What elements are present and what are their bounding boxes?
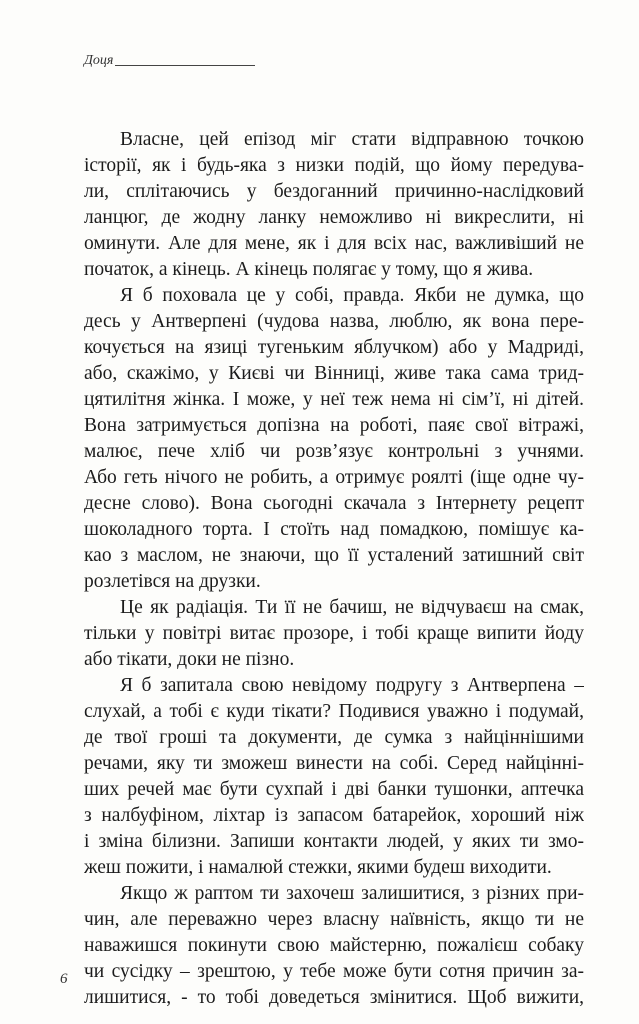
text-line: десь у Антверпені (чудова назва, люблю, як вона пере- [84,311,584,332]
text-line: де твої гроші та документи, де сумка з найціннішими [84,727,584,748]
text-line: Я б запитала свою невідому подругу з Антверпена – [120,675,584,696]
text-line: чи сусідку – зрештою, у тебе може бути сотня причин за- [84,961,584,982]
text-line: історії, як і будь-яка з низки подій, що йому передува- [84,155,584,176]
text-line: шоколадного торта. І стоїть над помадкою, помішує ка- [84,519,584,540]
text-line: наважишся покинути свою майстерню, пожалієш собаку [84,935,584,956]
running-header-title: Доця [84,53,114,68]
paragraph [84,595,584,673]
text-line: або тікати, доки не пізно. [84,649,295,670]
text-line: тільки у повітрі витає прозоре, і тобі краще випити йоду [84,623,584,644]
text-line: розлетівся на друзки. [84,571,261,592]
text-line: десне слово). Вона сьогодні скачала з Інтернету рецепт [84,493,584,514]
text-line: лишитися, - то тобі доведеться змінитися. Щоб вижити, [84,987,584,1008]
text-line: і зміна білизни. Запиши контакти людей, у яких ти змо- [84,831,584,852]
text-line: Вона затримується допізна на роботі, паяє свої вітражі, [84,415,584,436]
paragraph [84,673,584,881]
page-number: 6 [60,971,68,987]
text-line: Я б поховала це у собі, правда. Якби не думка, що [120,285,584,306]
paragraph [84,283,584,595]
text-line: Власне, цей епізод міг стати відправною точкою [120,129,584,150]
text-line: з налбуфіном, ліхтар із запасом батарейок, хороший ніж [84,805,584,826]
text-line: Це як радіація. Ти її не бачиш, не відчуваєш на смак, [120,597,584,618]
text-line: чин, але переважно через власну наївність, якщо ти не [84,909,584,930]
text-line: ших речей має бути сухпай і дві банки тушонки, аптечка [84,779,584,800]
text-line: цятилітня жінка. І може, у неї теж нема ні сім’ї, ні дітей. [84,389,584,410]
text-line: початок, а кінець. А кінець полягає у тому, що я жива. [84,259,534,280]
text-line: оминути. Але для мене, як і для всіх нас, важливіший не [84,233,584,254]
text-line: або, скажімо, у Києві чи Вінниці, живе така сама трид- [84,363,584,384]
main-text [84,127,584,1011]
running-header-rule [115,65,255,66]
text-line: слухай, а тобі є куди тікати? Подивися уважно і подумай, [84,701,584,722]
text-line: Якщо ж раптом ти захочеш залишитися, з різних при- [120,883,584,904]
paragraph [84,127,584,283]
running-header [84,50,255,68]
text-line: кочується на язиці тугеньким яблучком) або у Мадриді, [84,337,584,358]
text-line: малює, пече хліб чи розв’язує контрольні з учнями. [84,441,584,462]
text-line: Або геть нічого не робить, а отримує роялті (іще одне чу- [84,467,584,488]
paragraph [84,881,584,1011]
text-line: као з маслом, не знаючи, що її усталений затишний світ [84,545,584,566]
text-line: жеш пожити, і намалюй стежки, якими будеш виходити. [84,857,552,878]
text-line: ланцюг, де жодну ланку неможливо ні викреслити, ні [84,207,584,228]
text-line: речами, яку ти зможеш винести на собі. Серед найцінні- [84,753,584,774]
text-line: ли, сплітаючись у бездоганний причинно-наслідковий [84,181,584,202]
